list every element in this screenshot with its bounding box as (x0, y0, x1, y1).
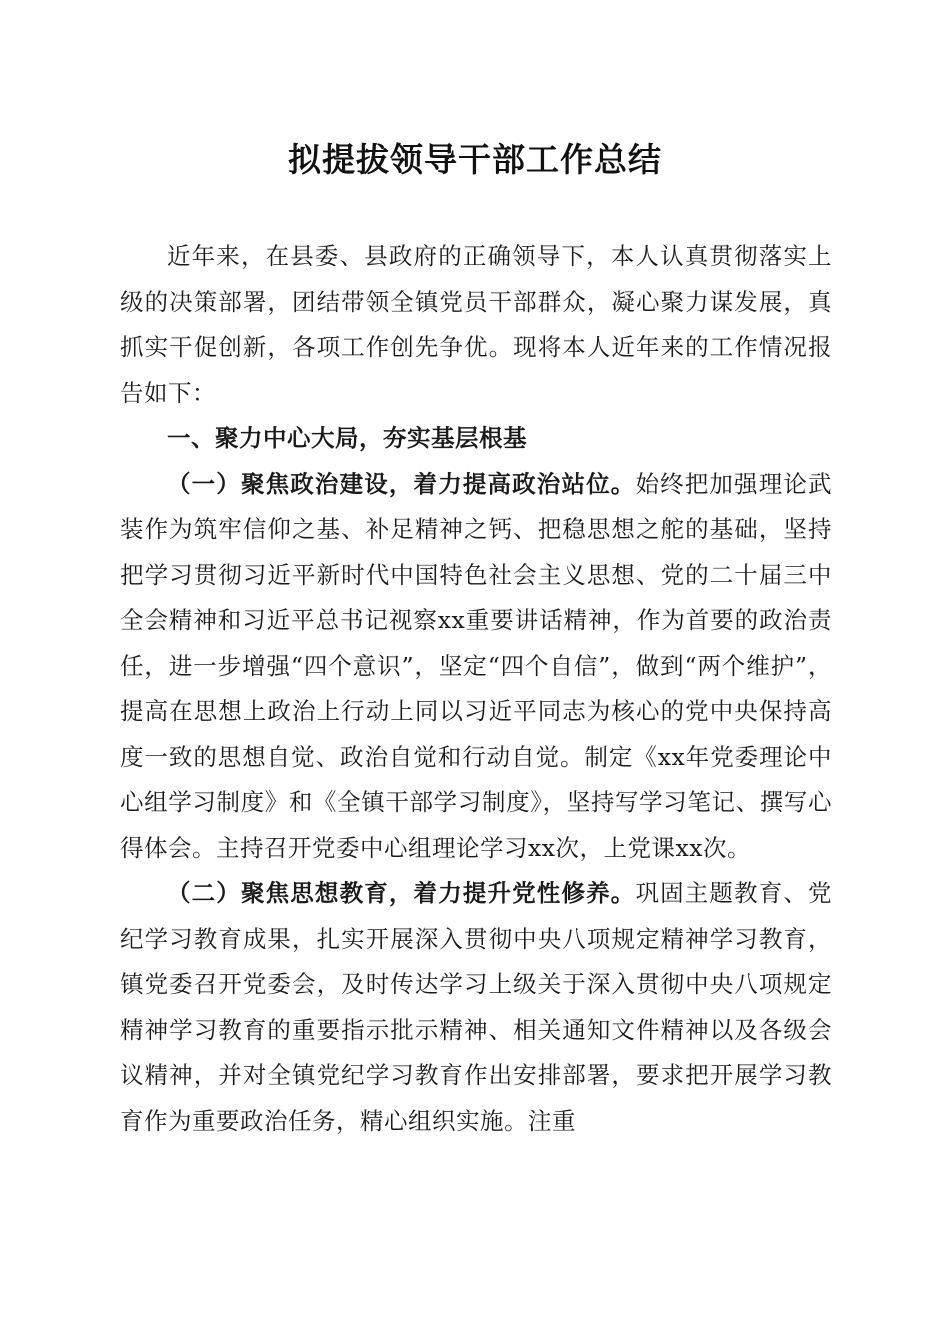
subsection-1-heading: （一）聚焦政治建设，着力提高政治站位。 (167, 469, 636, 498)
subsection-1-paragraph (120, 462, 832, 872)
intro-paragraph: 近年来，在县委、县政府的正确领导下，本人认真贯彻落实上级的决策部署，团结带领全镇党员干部群众，凝心聚力谋发展，真抓实干促创新，各项工作创先争优。现将本人近年来的工作情况报告如下： (120, 242, 832, 407)
document-body (120, 234, 832, 1144)
section-1-heading: 一、聚力中心大局，夯实基层根基 (167, 424, 527, 452)
subsection-2-text: 巩固主题教育、党纪学习教育成果，扎实开展深入贯彻中央八项规定精神学习教育，镇党委召开党委会，及时传达学习上级关于深入贯彻中央八项规定精神学习教育的重要指示批示精神、相关通知文件精神以及各级会议精神，并对全镇党纪学习教育作出安排部署，要求把开展学习教育作为重要政治任务，精心组织实施。注重 (120, 879, 833, 1135)
document-title: 拟提拔领导干部工作总结 (288, 140, 662, 179)
subsection-1-text: 始终把加强理论武装作为筑牢信仰之基、补足精神之钙、把稳思想之舵的基础，坚持把学习贯彻习近平新时代中国特色社会主义思想、党的二十届三中全会精神和习近平总书记视察xx重要讲话精神，作为首要的政治责任，进一步增强“四个意识”，坚定“四个自信”，做到“两个维护”，提高在思想上政治上行动上同以习近平同志为核心的党中央保持高度一致的思想自觉、政治自觉和行动自觉。制定《xx年党委理论中心组学习制度》和《全镇干部学习制度》，坚持写学习笔记、撰写心得体会。主持召开党委中心组理论学习xx次，上党课xx次。 (120, 469, 833, 862)
subsection-2-heading: （二）聚焦思想教育，着力提升党性修养。 (167, 879, 636, 907)
section-heading (120, 416, 832, 462)
subsection-2-paragraph (120, 871, 832, 1144)
